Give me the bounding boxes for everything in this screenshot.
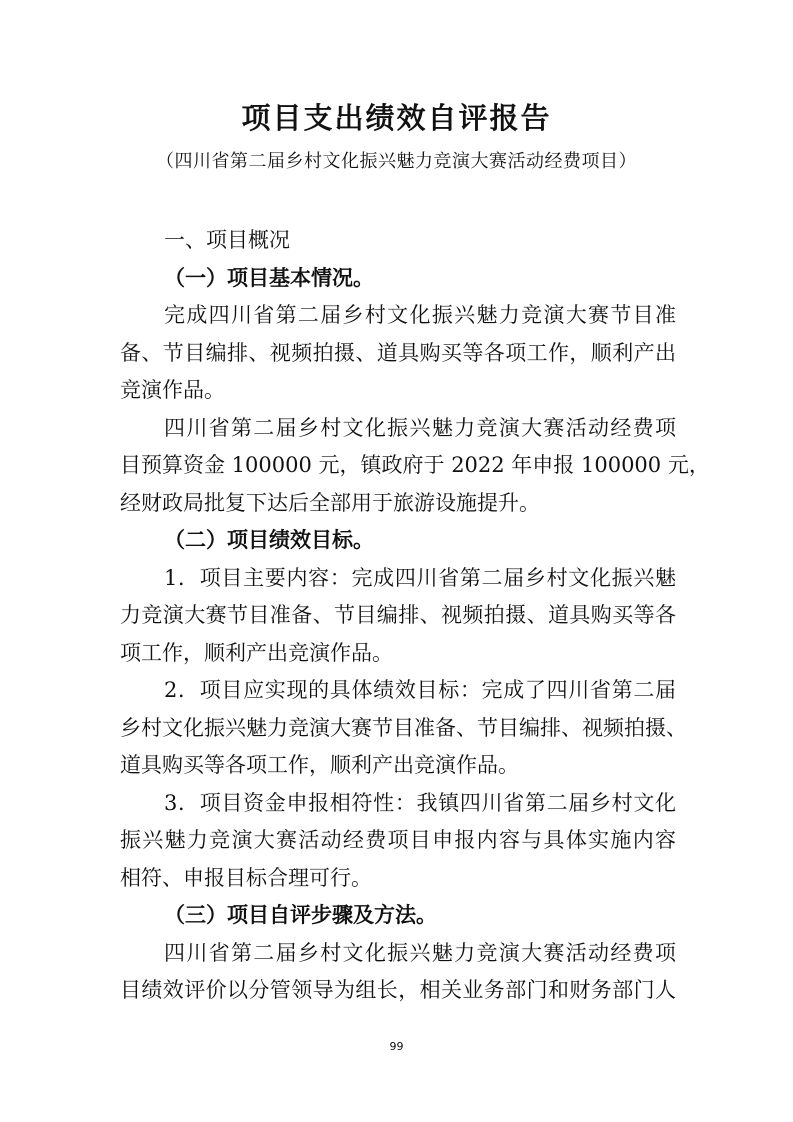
paragraph-line: 振兴魅力竞演大赛活动经费项目申报内容与具体实施内容 bbox=[120, 828, 676, 852]
paragraph-line: 乡村文化振兴魅力竞演大赛节目准备、节目编排、视频拍摄、 bbox=[120, 715, 687, 740]
section-heading-line: （一）项目基本情况。 bbox=[164, 265, 374, 290]
paragraph-line: 相符、申报目标合理可行。 bbox=[120, 865, 372, 890]
paragraph-line: 2．项目应实现的具体绩效目标：完成了四川省第二届 bbox=[164, 678, 676, 702]
section-heading-line: （二）项目绩效目标。 bbox=[164, 528, 374, 552]
section-heading-line: 一、项目概况 bbox=[164, 228, 290, 252]
page-number: 99 bbox=[389, 1040, 404, 1053]
paragraph-line: 备、节目编排、视频拍摄、道具购买等各项工作，顺利产出 bbox=[120, 340, 676, 365]
paragraph-line: 四川省第二届乡村文化振兴魅力竞演大赛活动经费项 bbox=[164, 940, 676, 965]
paragraph-line: 3．项目资金申报相符性：我镇四川省第二届乡村文化 bbox=[164, 790, 676, 815]
section-heading-line: （三）项目自评步骤及方法。 bbox=[164, 903, 437, 927]
paragraph-line: 四川省第二届乡村文化振兴魅力竞演大赛活动经费项 bbox=[164, 415, 676, 440]
paragraph-line: 项工作，顺利产出竞演作品。 bbox=[120, 640, 393, 665]
paragraph-line: 道具购买等各项工作，顺利产出竞演作品。 bbox=[120, 753, 519, 777]
paragraph-line: 经财政局批复下达后全部用于旅游设施提升。 bbox=[120, 490, 540, 515]
paragraph-line: 力竞演大赛节目准备、节目编排、视频拍摄、道具购买等各 bbox=[120, 603, 676, 627]
paragraph-line: 目绩效评价以分管领导为组长，相关业务部门和财务部门人 bbox=[120, 978, 676, 1002]
document-body bbox=[120, 222, 710, 1010]
document-title: 项目支出绩效自评报告 bbox=[241, 101, 552, 135]
paragraph-line: 目预算资金 100000 元，镇政府于 2022 年申报 100000 元， bbox=[120, 453, 710, 477]
paragraph-line: 1．项目主要内容：完成四川省第二届乡村文化振兴魅 bbox=[164, 565, 676, 590]
document-subtitle: （四川省第二届乡村文化振兴魅力竞演大赛活动经费项目） bbox=[156, 151, 637, 172]
paragraph-line: 竞演作品。 bbox=[120, 378, 225, 402]
paragraph-line: 完成四川省第二届乡村文化振兴魅力竞演大赛节目准 bbox=[164, 303, 676, 327]
